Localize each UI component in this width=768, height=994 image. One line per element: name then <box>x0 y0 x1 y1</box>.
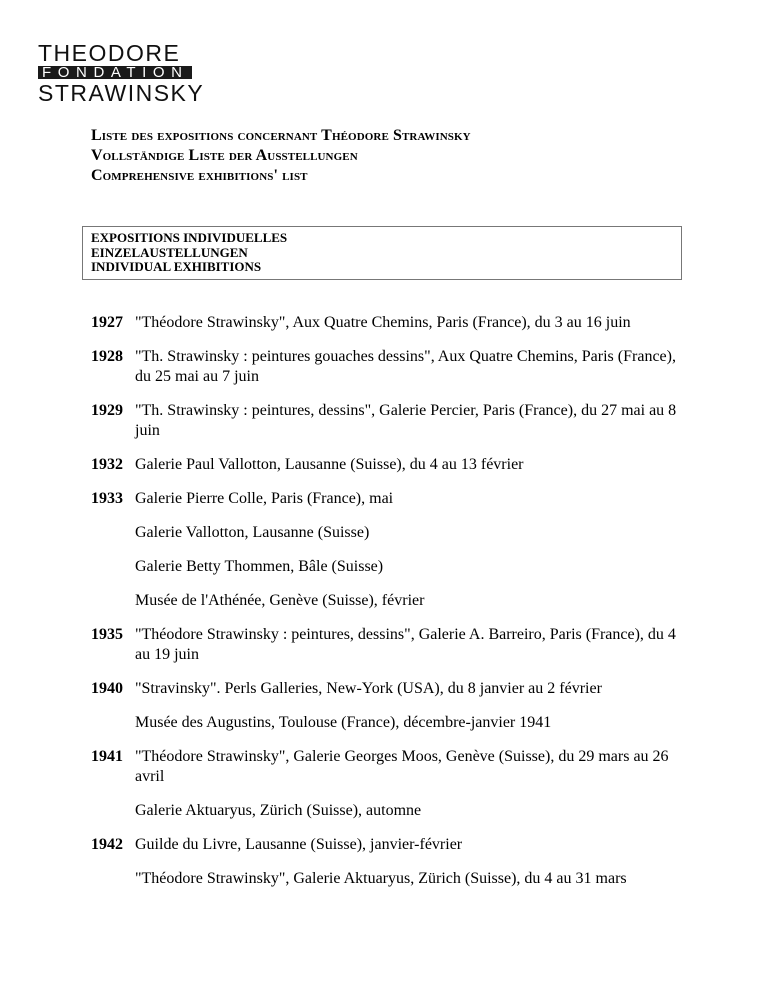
exhibition-item: "Théodore Strawinsky", Aux Quatre Chemins, Paris (France), du 3 au 16 juin <box>135 314 631 331</box>
exhibition-entry <box>91 747 691 835</box>
exhibition-item: Guilde du Livre, Lausanne (Suisse), janvier-février <box>135 836 463 853</box>
exhibition-year: 1942 <box>91 836 123 853</box>
exhibition-item: Galerie Pierre Colle, Paris (France), mai <box>135 490 394 507</box>
exhibition-item: "Th. Strawinsky : peintures, dessins", Galerie Percier, Paris (France), du 27 mai au 8 juin <box>135 402 677 439</box>
exhibition-entry <box>91 489 691 625</box>
logo-line-fondation: FONDATION <box>38 66 192 79</box>
exhibition-year: 1932 <box>91 456 123 473</box>
exhibition-item: "Théodore Strawinsky", Galerie Georges Moos, Genève (Suisse), du 29 mars au 26 avril <box>135 748 669 785</box>
exhibition-entry <box>91 455 691 489</box>
section-heading-french: EXPOSITIONS INDIVIDUELLES <box>91 230 288 245</box>
section-heading-german: EINZELAUSTELLUNGEN <box>91 244 248 260</box>
exhibition-items <box>135 347 691 401</box>
exhibition-entry <box>91 401 691 455</box>
exhibition-items <box>135 401 691 455</box>
exhibition-items <box>135 835 691 903</box>
document-titles <box>91 126 471 186</box>
exhibition-item: Galerie Betty Thommen, Bâle (Suisse) <box>135 558 384 575</box>
title-german: Vollständige Liste der Ausstellungen <box>91 147 358 164</box>
exhibition-items <box>135 625 691 679</box>
exhibition-entry <box>91 625 691 679</box>
exhibition-year: 1940 <box>91 680 123 697</box>
title-french: Liste des expositions concernant Théodore Strawinsky <box>91 127 471 144</box>
exhibition-year: 1941 <box>91 748 123 765</box>
exhibition-items <box>135 747 691 835</box>
exhibition-item: "Th. Strawinsky : peintures gouaches dessins", Aux Quatre Chemins, Paris (France), du 25 mai au 7 juin <box>135 348 676 385</box>
logo-line-theodore: THEODORE <box>38 40 181 66</box>
exhibition-items <box>135 679 691 747</box>
exhibition-entry <box>91 347 691 401</box>
exhibition-item: Musée des Augustins, Toulouse (France), décembre-janvier 1941 <box>135 714 552 731</box>
section-heading-english: INDIVIDUAL EXHIBITIONS <box>91 259 262 274</box>
exhibition-item: "Théodore Strawinsky", Galerie Aktuaryus, Zürich (Suisse), du 4 au 31 mars <box>135 870 627 887</box>
exhibition-items <box>135 313 691 347</box>
exhibition-items <box>135 455 691 489</box>
exhibition-year: 1935 <box>91 626 123 643</box>
exhibition-items <box>135 489 691 625</box>
exhibition-list <box>91 313 691 903</box>
exhibition-item: Galerie Paul Vallotton, Lausanne (Suisse), du 4 au 13 février <box>135 456 524 473</box>
fondation-logo <box>38 40 205 106</box>
section-heading-box <box>82 226 682 280</box>
exhibition-item: "Théodore Strawinsky : peintures, dessins", Galerie A. Barreiro, Paris (France), du 4 au 19 juin <box>135 626 676 663</box>
exhibition-item: Musée de l'Athénée, Genève (Suisse), février <box>135 592 425 609</box>
exhibition-entry <box>91 835 691 903</box>
exhibition-entry <box>91 313 691 347</box>
exhibition-year: 1929 <box>91 402 123 419</box>
exhibition-year: 1933 <box>91 490 123 507</box>
exhibition-item: Galerie Aktuaryus, Zürich (Suisse), automne <box>135 802 422 819</box>
exhibition-year: 1928 <box>91 348 123 365</box>
exhibition-item: "Stravinsky". Perls Galleries, New-York (USA), du 8 janvier au 2 février <box>135 680 602 697</box>
logo-line-strawinsky: STRAWINSKY <box>38 80 205 106</box>
exhibition-entry <box>91 679 691 747</box>
title-english: Comprehensive exhibitions' list <box>91 167 308 184</box>
exhibition-year: 1927 <box>91 314 123 331</box>
exhibition-item: Galerie Vallotton, Lausanne (Suisse) <box>135 524 370 541</box>
